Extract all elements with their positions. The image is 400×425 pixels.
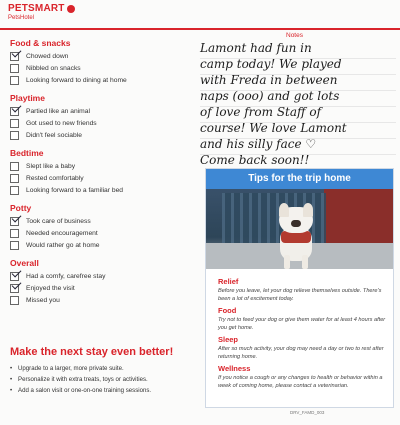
dog-photo [206,189,393,269]
list-item [10,374,205,385]
list-item [10,385,205,396]
checkbox[interactable] [10,217,19,226]
note-line: Lamont had fun in [200,41,312,55]
checkbox[interactable] [10,241,19,250]
checkbox[interactable] [10,52,19,61]
brand-sub: PetsHotel [8,15,35,21]
bullet-icon: • [10,365,13,372]
section-playtime [10,93,200,141]
check-label: Slept like a baby [26,162,76,170]
header-divider [0,28,400,30]
notes-label: Notes [286,32,303,39]
tip-text: After so much activity, your dog may need a day or two to rest after returning home. [218,346,384,360]
check-item[interactable] [10,160,200,172]
tip-food [218,306,386,332]
section-food [10,38,200,86]
note-line: camp today! We played [200,57,342,71]
check-item[interactable] [10,62,200,74]
tip-text: Try not to feed your dog or give them water for at least 4 hours after you get home. [218,317,386,331]
check-label: Took care of business [26,217,91,225]
tips-title: Tips for the trip home [206,169,393,189]
check-item[interactable] [10,105,200,117]
photo-wall [324,189,393,243]
check-label: Missed you [26,296,60,304]
tip-heading: Food [218,306,237,315]
petsmart-logo [8,4,75,21]
list-item-text: Personalize it with extra treats, toys or activities. [18,376,148,383]
check-item[interactable] [10,227,200,239]
checkbox[interactable] [10,131,19,140]
tip-text: Before you leave, let your dog relieve themselves outside. There's been a lot of excitement today. [218,288,382,302]
checkbox[interactable] [10,186,19,195]
tip-relief [218,277,386,303]
next-stay-heading: Make the next stay even better! [10,346,174,358]
note-line: Come back soon!! [200,153,310,167]
checkbox[interactable] [10,64,19,73]
tip-sleep [218,335,386,361]
tip-wellness [218,364,386,390]
brand-name: PETSMART [8,3,65,14]
section-title: Potty [10,203,32,213]
check-label: Needed encouragement [26,229,98,237]
dog-leg [284,255,290,269]
check-label: Partied like an animal [26,107,90,115]
check-item[interactable] [10,117,200,129]
check-label: Had a comfy, carefree stay [26,272,106,280]
check-item[interactable] [10,74,200,86]
check-label: Rested comfortably [26,174,84,182]
form-code: DRV_FAMD_003 [290,410,325,415]
check-label: Didn't feel sociable [26,131,82,139]
checkbox[interactable] [10,76,19,85]
dog-muzzle [291,220,301,227]
tip-text: If you notice a cough or any changes to health or behavior within a week of coming home, please contact a veterinarian. [218,375,383,389]
checklist [10,38,200,313]
check-item[interactable] [10,239,200,251]
section-title: Food & snacks [10,38,71,48]
tip-heading: Sleep [218,335,239,344]
bullet-icon: • [10,376,13,383]
note-line: naps (ooo) and got lots [200,89,340,103]
check-item[interactable] [10,172,200,184]
check-item[interactable] [10,50,200,62]
checkbox[interactable] [10,284,19,293]
checkbox[interactable] [10,119,19,128]
check-item[interactable] [10,215,200,227]
section-potty [10,203,200,251]
note-line: and his silly face ♡ [200,137,317,151]
checkbox[interactable] [10,174,19,183]
next-stay-list [10,363,205,396]
check-label: Looking forward to dining at home [26,76,127,84]
tips-panel [205,168,394,408]
section-title: Bedtime [10,148,44,158]
paw-icon [67,5,75,13]
check-item[interactable] [10,184,200,196]
check-label: Looking forward to a familiar bed [26,186,124,194]
dog-ear [279,203,289,217]
list-item [10,363,205,374]
note-line: course! We love Lamont [200,121,347,135]
check-label: Got used to new friends [26,119,97,127]
list-item-text: Upgrade to a larger, more private suite. [18,365,124,372]
check-item[interactable] [10,294,200,306]
section-overall [10,258,200,306]
checkbox[interactable] [10,296,19,305]
check-label: Chowed down [26,52,69,60]
section-title: Playtime [10,93,45,103]
handwritten-note [200,40,396,168]
check-item[interactable] [10,270,200,282]
checkbox[interactable] [10,229,19,238]
check-item[interactable] [10,282,200,294]
dog-leg [302,255,308,269]
dog-ear [303,203,313,217]
list-item-text: Add a salon visit or one-on-one training sessions. [18,387,152,394]
check-item[interactable] [10,129,200,141]
check-label: Enjoyed the visit [26,284,75,292]
section-bedtime [10,148,200,196]
note-line: with Freda in between [200,73,338,87]
bullet-icon: • [10,387,13,394]
note-line: of love from Staff of [200,105,322,119]
check-label: Would rather go at home [26,241,100,249]
tip-heading: Wellness [218,364,251,373]
checkbox[interactable] [10,107,19,116]
dog-icon [272,201,320,269]
section-title: Overall [10,258,39,268]
tip-heading: Relief [218,277,239,286]
check-label: Nibbled on snacks [26,64,81,72]
checkbox[interactable] [10,162,19,171]
dog-head [279,207,313,233]
